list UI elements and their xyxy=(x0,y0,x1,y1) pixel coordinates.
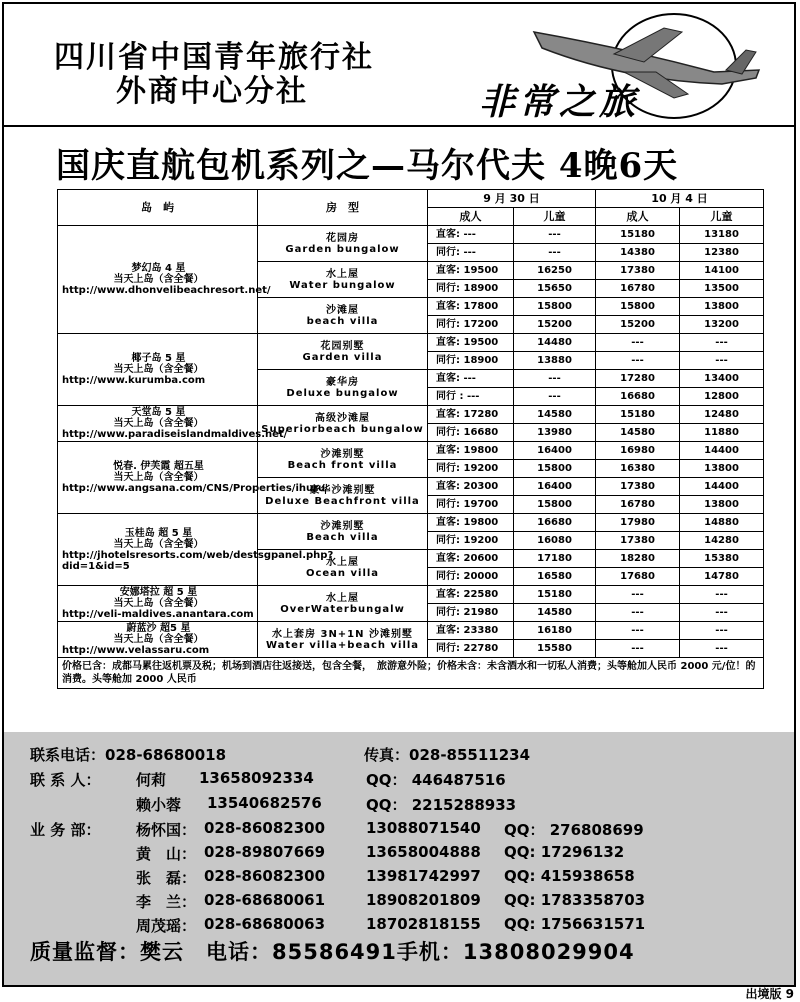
price-type-cell: 直客: --- xyxy=(428,226,514,244)
room-type-en: Water villa+beach villa xyxy=(265,639,420,651)
price-cell: 15180 xyxy=(596,406,680,424)
island-cell xyxy=(58,226,271,334)
price-type-cell: 直客: 19500 xyxy=(428,334,514,352)
person-mobile: 13540682576 xyxy=(207,794,322,812)
price-type-cell: 直客: 20600 xyxy=(428,550,514,568)
price-type-cell: 直客: 17800 xyxy=(428,298,514,316)
price-type-cell: 同行: 19200 xyxy=(428,532,514,550)
price-cell: 15800 xyxy=(596,298,680,316)
person-qq xyxy=(366,769,506,790)
price-cell: 16680 xyxy=(514,514,596,532)
room-type-cell xyxy=(258,370,428,406)
room-type-cn: 豪华沙滩别墅 xyxy=(309,484,376,496)
phone-label: 联系电话： xyxy=(30,746,106,764)
price-type-cell: 同行: --- xyxy=(428,244,514,262)
price-type-cell: 同行: 21980 xyxy=(428,604,514,622)
price-cell: --- xyxy=(514,388,596,406)
staff-qq xyxy=(504,819,644,840)
staff-mobile: 13658004888 xyxy=(366,843,481,861)
staff-name: 李 兰： xyxy=(136,893,197,911)
price-cell: --- xyxy=(680,604,764,622)
price-cell: 16400 xyxy=(514,442,596,460)
qq-value: 1783358703 xyxy=(540,891,646,909)
island-url[interactable]: http://www.paradiseislandmaldives.net/ xyxy=(62,429,288,440)
price-cell: --- xyxy=(680,640,764,658)
price-cell: 17380 xyxy=(596,478,680,496)
room-type-en: Beach front villa xyxy=(287,459,398,471)
room-type-cn: 花园别墅 xyxy=(320,340,365,352)
price-type-cell: 同行: 22780 xyxy=(428,640,514,658)
column-header-adult: 成人 xyxy=(596,208,680,226)
price-cell: 15800 xyxy=(514,298,596,316)
island-cell xyxy=(58,514,334,586)
column-header-island: 岛 屿 xyxy=(58,190,258,226)
room-type-cn: 高级沙滩屋 xyxy=(315,412,370,424)
price-cell: --- xyxy=(680,622,764,640)
price-cell: 13200 xyxy=(680,316,764,334)
island-cell xyxy=(58,622,258,658)
slogan: 非常之旅 xyxy=(479,81,640,123)
table-row xyxy=(58,622,764,640)
room-type-cell xyxy=(258,586,428,622)
price-cell: 13980 xyxy=(514,424,596,442)
room-type-en: Garden villa xyxy=(302,351,383,363)
island-name: 悦春. 伊芙霞 超五星 xyxy=(113,461,204,472)
price-type-cell: 直客: 19800 xyxy=(428,514,514,532)
price-cell: 15580 xyxy=(514,640,596,658)
room-type-cn: 水上屋 xyxy=(326,556,359,568)
fax-value: 028-85511234 xyxy=(409,746,531,764)
island-url[interactable]: http://www.dhonvelibeachresort.net/ xyxy=(62,285,271,296)
price-cell: 13800 xyxy=(680,460,764,478)
price-cell: 17980 xyxy=(596,514,680,532)
person-name: 何莉 xyxy=(136,771,167,789)
price-cell: --- xyxy=(514,226,596,244)
person-name: 赖小蓉 xyxy=(136,796,182,814)
price-cell: 14580 xyxy=(514,604,596,622)
room-type-en: Deluxe Beachfront villa xyxy=(265,495,420,507)
person-qq xyxy=(366,794,516,815)
price-type-cell: 直客: 19800 xyxy=(428,442,514,460)
page-number: 出境版 9 xyxy=(745,987,794,1001)
price-type-cell: 同行: 18900 xyxy=(428,352,514,370)
island-name: 天堂岛 5 星 xyxy=(131,407,186,418)
qq-value: 446487516 xyxy=(411,771,506,789)
price-cell: 12380 xyxy=(680,244,764,262)
price-cell: 14400 xyxy=(680,478,764,496)
room-type-en: OverWaterbungalw xyxy=(280,603,405,615)
staff-name: 张 磊： xyxy=(136,869,197,887)
room-type-cn: 沙滩别墅 xyxy=(320,520,365,532)
price-cell: 16400 xyxy=(514,478,596,496)
room-type-en: beach villa xyxy=(306,315,379,327)
price-cell: 13180 xyxy=(680,226,764,244)
column-header-adult: 成人 xyxy=(428,208,514,226)
staff-name: 黄 山： xyxy=(136,845,197,863)
price-cell: 16980 xyxy=(596,442,680,460)
price-cell: --- xyxy=(596,604,680,622)
room-type-cell xyxy=(258,514,428,550)
staff-tel: 028-68680061 xyxy=(204,891,326,909)
room-type-en: Deluxe bungalow xyxy=(286,387,399,399)
island-note: 当天上岛（含全餐） xyxy=(113,538,204,550)
price-cell: 17680 xyxy=(596,568,680,586)
fax-label: 传真： xyxy=(364,746,410,764)
price-cell: 15800 xyxy=(514,496,596,514)
room-type-cell xyxy=(258,298,428,334)
staff-mobile: 13088071540 xyxy=(366,819,481,837)
price-cell: --- xyxy=(596,334,680,352)
island-name: 梦幻岛 4 星 xyxy=(131,263,186,274)
room-type-cell xyxy=(258,334,428,370)
room-type-en: Water bungalow xyxy=(289,279,396,291)
phone-value: 028-68680018 xyxy=(105,746,227,764)
qq-label: QQ: xyxy=(504,891,536,909)
price-cell: 16080 xyxy=(514,532,596,550)
staff-name: 杨怀国： xyxy=(136,821,197,839)
staff-qq xyxy=(504,867,635,885)
island-cell xyxy=(58,586,258,622)
agency-name: 四川省中国青年旅行社 xyxy=(54,40,374,75)
table-row xyxy=(58,406,764,424)
price-cell: 14580 xyxy=(596,424,680,442)
price-cell: 14780 xyxy=(680,568,764,586)
price-cell: 12800 xyxy=(680,388,764,406)
price-type-cell: 直客: 23380 xyxy=(428,622,514,640)
staff-tel: 028-68680063 xyxy=(204,915,326,933)
room-type-cn: 水上屋 xyxy=(326,268,359,280)
table-row xyxy=(58,514,764,532)
price-cell: --- xyxy=(596,640,680,658)
table-row xyxy=(58,586,764,604)
price-cell: 14480 xyxy=(514,334,596,352)
fax-row xyxy=(364,744,530,765)
price-type-cell: 直客: 22580 xyxy=(428,586,514,604)
island-note: 当天上岛（含全餐） xyxy=(113,274,204,285)
price-type-cell: 直客: 19500 xyxy=(428,262,514,280)
price-cell: 16250 xyxy=(514,262,596,280)
qq-label: QQ: xyxy=(504,843,536,861)
price-cell: 17380 xyxy=(596,532,680,550)
price-cell: --- xyxy=(596,586,680,604)
price-type-cell: 同行: 20000 xyxy=(428,568,514,586)
price-type-cell: 直客: 17280 xyxy=(428,406,514,424)
price-cell: 14280 xyxy=(680,532,764,550)
island-name: 蔚蓝沙 超5 星 xyxy=(126,623,191,634)
staff-tel: 028-86082300 xyxy=(204,819,326,837)
price-cell: 16780 xyxy=(596,280,680,298)
price-type-cell: 同行 : --- xyxy=(428,388,514,406)
price-cell: 15200 xyxy=(514,316,596,334)
room-type-cn: 水上屋 xyxy=(326,592,359,604)
qq-value: 1756631571 xyxy=(540,915,646,933)
price-cell: 16180 xyxy=(514,622,596,640)
island-cell xyxy=(58,334,258,406)
island-url[interactable]: http://www.velassaru.com xyxy=(62,645,210,656)
price-type-cell: 直客: --- xyxy=(428,370,514,388)
price-cell: 14380 xyxy=(596,244,680,262)
quality-supervision: 质量监督：樊云 电话：85586491手机：13808029904 xyxy=(30,940,635,964)
island-name: 椰子岛 5 星 xyxy=(131,353,186,364)
staff-qq xyxy=(504,843,624,861)
room-type-cell xyxy=(258,622,428,658)
price-cell: 13400 xyxy=(680,370,764,388)
price-cell: 16680 xyxy=(596,388,680,406)
room-type-cell xyxy=(258,442,428,478)
qq-label: QQ： xyxy=(366,796,407,814)
agency-branch: 外商中心分社 xyxy=(116,74,308,109)
price-cell: 14100 xyxy=(680,262,764,280)
qq-value: 276808699 xyxy=(549,821,644,839)
price-cell: 13500 xyxy=(680,280,764,298)
price-cell: 17180 xyxy=(514,550,596,568)
price-cell: --- xyxy=(514,244,596,262)
qq-label: QQ: xyxy=(504,867,536,885)
staff-qq xyxy=(504,891,645,909)
room-type-en: Ocean villa xyxy=(305,567,380,579)
price-cell: 13800 xyxy=(680,298,764,316)
price-cell: 15800 xyxy=(514,460,596,478)
room-type-en: Garden bungalow xyxy=(285,243,400,255)
island-url[interactable]: http://www.kurumba.com xyxy=(62,375,206,386)
price-cell: 14880 xyxy=(680,514,764,532)
price-table xyxy=(57,189,764,689)
price-cell: 17280 xyxy=(596,370,680,388)
qq-value: 415938658 xyxy=(540,867,635,885)
qq-label: QQ： xyxy=(366,771,407,789)
price-type-cell: 同行: 16680 xyxy=(428,424,514,442)
room-type-cell xyxy=(258,262,428,298)
person-mobile: 13658092334 xyxy=(199,769,314,787)
price-cell: --- xyxy=(680,352,764,370)
price-type-cell: 同行: 18900 xyxy=(428,280,514,298)
column-header-date1: 9 月 30 日 xyxy=(428,190,596,208)
qq-value: 2215288933 xyxy=(411,796,517,814)
island-cell xyxy=(58,406,288,442)
price-cell: 15650 xyxy=(514,280,596,298)
island-url[interactable]: http://www.angsana.com/CNS/Properties/ihuru xyxy=(62,483,326,494)
island-note: 当天上岛（含全餐） xyxy=(113,634,204,645)
price-cell: 14400 xyxy=(680,442,764,460)
qq-label: QQ: xyxy=(504,915,536,933)
price-type-cell: 同行: 19200 xyxy=(428,460,514,478)
staff-tel: 028-89807669 xyxy=(204,843,326,861)
room-type-cn: 花园房 xyxy=(326,232,359,244)
dept-label: 业 务 部： xyxy=(30,821,101,839)
room-type-cell xyxy=(258,226,428,262)
staff-qq xyxy=(504,915,645,933)
room-type-cn: 沙滩别墅 xyxy=(320,448,365,460)
island-note: 当天上岛（含全餐） xyxy=(113,472,204,483)
price-cell: 17380 xyxy=(596,262,680,280)
column-header-date2: 10 月 4 日 xyxy=(596,190,764,208)
price-cell: 13880 xyxy=(514,352,596,370)
staff-name: 周茂瑶： xyxy=(136,917,197,935)
price-type-cell: 同行: 19700 xyxy=(428,496,514,514)
room-type-cn: 沙滩屋 xyxy=(326,304,359,316)
contact-panel xyxy=(4,732,794,985)
island-name: 玉桂岛 超 5 星 xyxy=(124,527,193,539)
column-header-child: 儿童 xyxy=(680,208,764,226)
table-row xyxy=(58,226,764,244)
price-cell: 18280 xyxy=(596,550,680,568)
column-header-room: 房 型 xyxy=(258,190,428,226)
price-cell: 11880 xyxy=(680,424,764,442)
price-cell: 15380 xyxy=(680,550,764,568)
island-note: 当天上岛（含全餐） xyxy=(113,418,204,429)
table-row xyxy=(58,442,764,460)
price-cell: 12480 xyxy=(680,406,764,424)
island-url[interactable]: http://veli-maldives.anantara.com xyxy=(62,609,254,620)
island-url[interactable]: http://jhotelsresorts.com/web/destsgpanel.php?did=1&id=5 xyxy=(62,549,334,572)
island-note: 当天上岛（含全餐） xyxy=(113,364,204,375)
price-cell: --- xyxy=(514,370,596,388)
price-cell: 16780 xyxy=(596,496,680,514)
price-cell: --- xyxy=(680,334,764,352)
page-title: 国庆直航包机系列之—马尔代夫 4晚6天 xyxy=(56,146,679,186)
staff-mobile: 18702818155 xyxy=(366,915,481,933)
price-cell: 16380 xyxy=(596,460,680,478)
room-type-en: Superiorbeach bungalow xyxy=(261,423,424,435)
price-cell: --- xyxy=(596,352,680,370)
header xyxy=(4,4,794,127)
room-type-cn: 水上套房 3N+1N 沙滩别墅 xyxy=(272,628,413,640)
room-type-en: Beach villa xyxy=(306,531,379,543)
island-name: 安娜塔拉 超 5 星 xyxy=(119,587,198,598)
column-header-child: 儿童 xyxy=(514,208,596,226)
phone-row xyxy=(30,744,226,765)
qq-value: 17296132 xyxy=(540,843,625,861)
price-type-cell: 直客: 20300 xyxy=(428,478,514,496)
price-cell: 15180 xyxy=(596,226,680,244)
island-note: 当天上岛（含全餐） xyxy=(113,598,204,609)
price-note: 价格已含：成都马累往返机票及税；机场到酒店往返接送，包含全餐， 旅游意外险；价格未含：未含酒水和一切私人消费；头等舱加人民币 2000 元/位！的消费。头等舱加 2000 人民币 xyxy=(58,658,764,689)
staff-mobile: 13981742997 xyxy=(366,867,481,885)
price-cell: --- xyxy=(596,622,680,640)
price-cell: 16580 xyxy=(514,568,596,586)
price-cell: --- xyxy=(680,586,764,604)
price-cell: 13800 xyxy=(680,496,764,514)
price-cell: 14580 xyxy=(514,406,596,424)
staff-tel: 028-86082300 xyxy=(204,867,326,885)
staff-mobile: 18908201809 xyxy=(366,891,481,909)
qq-label: QQ： xyxy=(504,821,545,839)
island-cell xyxy=(58,442,326,514)
person-label: 联 系 人： xyxy=(30,771,101,789)
price-cell: 15180 xyxy=(514,586,596,604)
table-row xyxy=(58,334,764,352)
price-type-cell: 同行: 17200 xyxy=(428,316,514,334)
price-cell: 15200 xyxy=(596,316,680,334)
room-type-cn: 豪华房 xyxy=(326,376,359,388)
